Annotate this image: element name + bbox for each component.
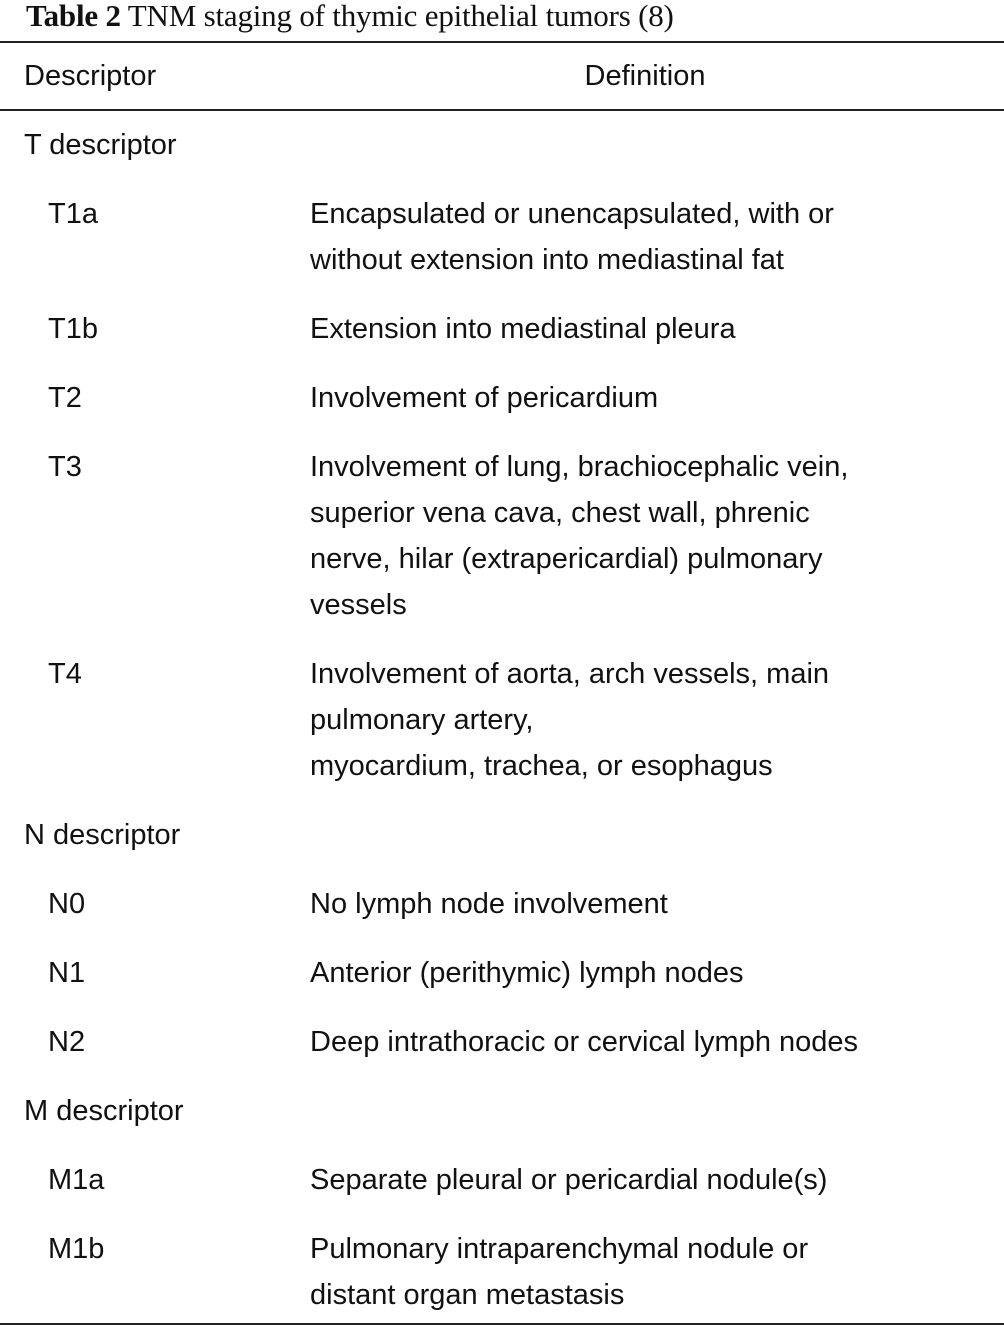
column-header-definition: Definition [584, 60, 706, 92]
table-body [0, 111, 1004, 1330]
table-header-row [0, 43, 1004, 109]
group-label: T descriptor [24, 129, 177, 161]
row-definition: Involvement of pericardium [310, 382, 659, 414]
row-definition: Involvement of aorta, arch vessels, main pulmonary artery, myocardium, trachea, or esophagus [310, 658, 830, 782]
table-row [0, 1146, 1004, 1215]
table-row [0, 870, 1004, 939]
row-code: N0 [48, 888, 86, 920]
column-header-descriptor: Descriptor [24, 60, 157, 92]
row-definition: Extension into mediastinal pleura [310, 313, 736, 345]
row-code: T3 [48, 451, 82, 483]
table-row [0, 1008, 1004, 1077]
group-row-n [0, 801, 1004, 870]
row-definition: Involvement of lung, brachiocephalic vein, superior vena cava, chest wall, phrenic nerve, hilar (extrapericardial) pulmonary vessels [310, 451, 849, 621]
table-row [0, 433, 1004, 640]
group-label: M descriptor [24, 1095, 184, 1127]
row-code: T1b [48, 313, 98, 345]
group-row-t [0, 111, 1004, 180]
table-row [0, 295, 1004, 364]
table-row [0, 939, 1004, 1008]
group-row-m [0, 1077, 1004, 1146]
row-definition: Pulmonary intraparenchymal nodule or distant organ metastasis [310, 1233, 809, 1311]
table-row [0, 640, 1004, 801]
table-caption-label: Table 2 [26, 0, 121, 33]
table-row [0, 180, 1004, 295]
row-code: T4 [48, 658, 82, 690]
row-definition: No lymph node involvement [310, 888, 668, 920]
row-code: N2 [48, 1026, 86, 1058]
row-code: T1a [48, 198, 98, 230]
row-definition: Anterior (perithymic) lymph nodes [310, 957, 744, 989]
row-code: M1b [48, 1233, 105, 1265]
table-caption [26, 0, 674, 40]
row-definition: Encapsulated or unencapsulated, with or without extension into mediastinal fat [310, 198, 834, 276]
table-row [0, 1215, 1004, 1330]
row-definition: Deep intrathoracic or cervical lymph nodes [310, 1026, 859, 1058]
row-definition: Separate pleural or pericardial nodule(s) [310, 1164, 828, 1196]
row-code: M1a [48, 1164, 105, 1196]
row-code: N1 [48, 957, 86, 989]
table-row [0, 364, 1004, 433]
group-label: N descriptor [24, 819, 181, 851]
row-code: T2 [48, 382, 82, 414]
table-bottom-rule [0, 1323, 1004, 1325]
table-caption-text: TNM staging of thymic epithelial tumors (8) [127, 0, 674, 33]
